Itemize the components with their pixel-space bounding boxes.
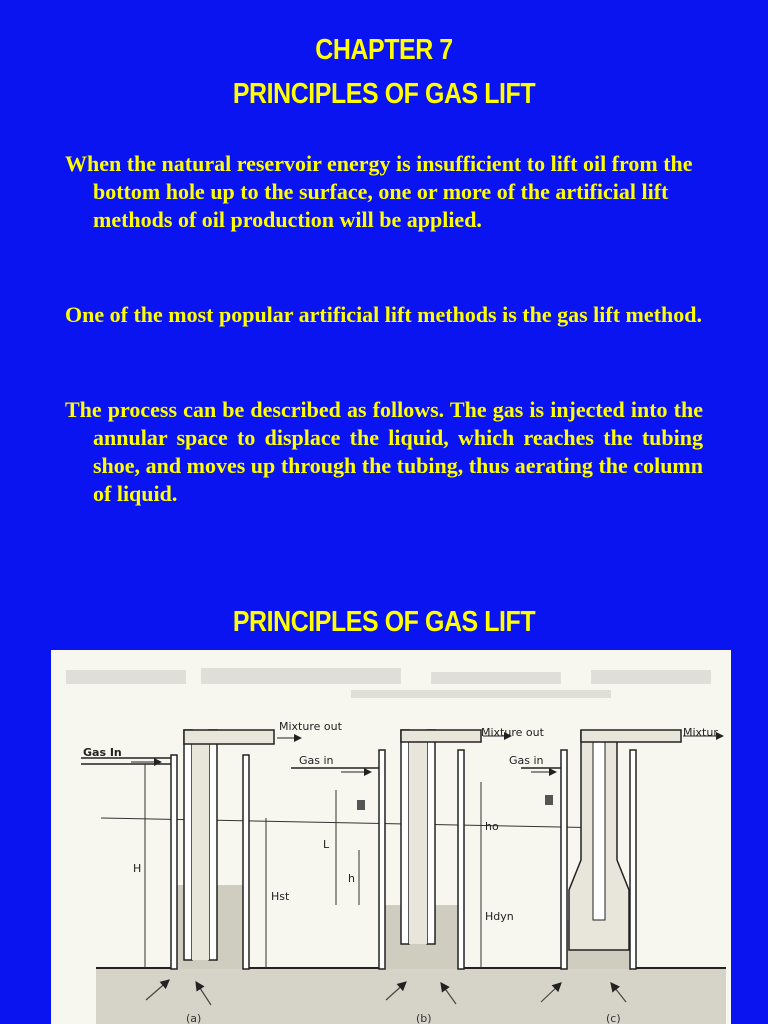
section-title: PRINCIPLES OF GAS LIFT: [232, 606, 536, 638]
caption-c: (c): [606, 1012, 621, 1024]
caption-a: (a): [186, 1012, 202, 1024]
label-gas-in-b: Gas in: [299, 754, 334, 767]
label-mixture-out-a: Mixture out: [279, 720, 342, 733]
label-gas-in-c: Gas in: [509, 754, 544, 767]
label-mixture-out-b: Mixture out: [481, 726, 544, 739]
label-ho: ho: [485, 820, 499, 833]
paragraph-2: One of the most popular artificial lift methods is the gas lift method.: [65, 302, 702, 327]
label-H: H: [133, 862, 142, 875]
label-h: h: [348, 872, 355, 885]
faded-header-text: [66, 668, 711, 698]
label-Hst: Hst: [271, 890, 290, 903]
label-gas-in-a: Gas In: [83, 746, 122, 759]
label-mixture-out-c: Mixtur: [683, 726, 718, 739]
label-Hdyn: Hdyn: [485, 910, 514, 923]
chapter-heading: CHAPTER 7: [315, 34, 453, 66]
paragraph-1: When the natural reservoir energy is insufficient to lift oil from the bottom hole up to the surface, one or more of the artificial lift methods of oil production will be applied.: [65, 151, 693, 232]
gas-lift-diagram: [51, 650, 731, 1024]
caption-b: (b): [416, 1012, 432, 1024]
label-L: L: [323, 838, 330, 851]
well-c: [521, 730, 723, 969]
paragraph-3: The process can be described as follows. The gas is injected into the annular space to displace the liquid, which reaches the tubing shoe, and moves up through the tubing, thus aerating the column of liquid.: [65, 397, 703, 506]
page-title: PRINCIPLES OF GAS LIFT: [232, 78, 536, 110]
well-a: [81, 730, 301, 969]
